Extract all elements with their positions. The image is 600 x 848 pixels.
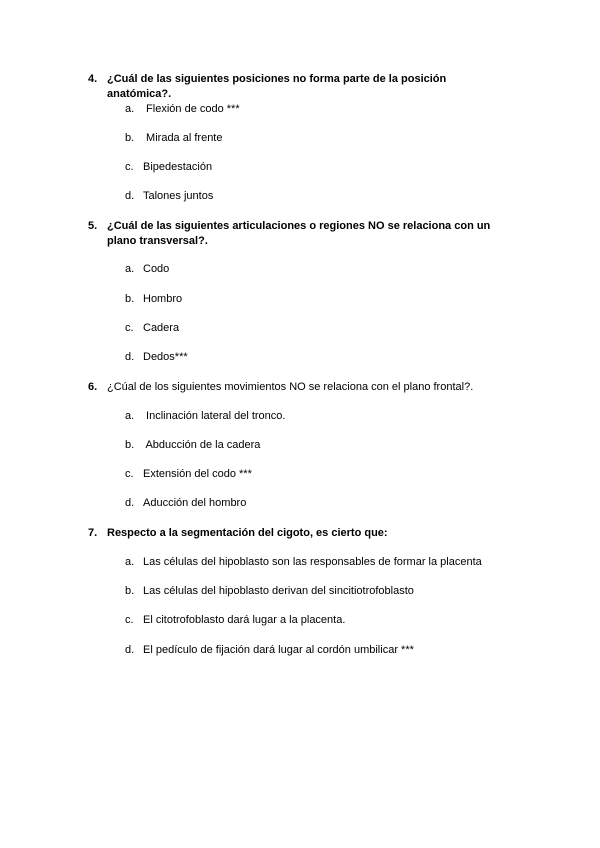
option-letter: d. bbox=[125, 351, 135, 363]
option-letter: c. bbox=[125, 161, 134, 173]
option-text: Abducción de la cadera bbox=[143, 439, 261, 451]
option-text: Cadera bbox=[143, 322, 180, 334]
option-text: Talones juntos bbox=[143, 190, 214, 202]
option-text: El citotrofoblasto dará lugar a la placenta. bbox=[143, 614, 346, 626]
question-number: 7. bbox=[88, 527, 98, 539]
option-7b bbox=[125, 584, 414, 598]
option-text: Las células del hipoblasto son las responsables de formar la placenta bbox=[143, 556, 482, 568]
option-6a bbox=[125, 409, 285, 423]
question-4 bbox=[88, 72, 508, 102]
option-letter: a. bbox=[125, 410, 135, 422]
option-4a bbox=[125, 102, 240, 116]
option-5b bbox=[125, 292, 182, 306]
option-letter: c. bbox=[125, 468, 134, 480]
option-7d bbox=[125, 643, 414, 657]
option-7a bbox=[125, 555, 482, 569]
option-text: Dedos*** bbox=[143, 351, 188, 363]
question-5 bbox=[88, 219, 508, 249]
question-7 bbox=[88, 526, 508, 541]
option-letter: b. bbox=[125, 439, 135, 451]
option-6d bbox=[125, 496, 246, 510]
option-5c bbox=[125, 321, 179, 335]
question-text: ¿Cúal de los siguientes movimientos NO se relaciona con el plano frontal?. bbox=[107, 381, 474, 393]
option-letter: a. bbox=[125, 103, 135, 115]
option-text: Codo bbox=[143, 263, 170, 275]
option-text: Flexión de codo *** bbox=[143, 103, 240, 115]
option-6c bbox=[125, 467, 252, 481]
question-6 bbox=[88, 380, 508, 395]
option-letter: c. bbox=[125, 322, 134, 334]
option-letter: b. bbox=[125, 132, 135, 144]
option-text: Mirada al frente bbox=[143, 132, 223, 144]
option-letter: c. bbox=[125, 614, 134, 626]
option-letter: b. bbox=[125, 293, 135, 305]
option-text: El pedículo de fijación dará lugar al cordón umbilicar *** bbox=[143, 644, 414, 656]
option-4c bbox=[125, 160, 212, 174]
option-text: Bipedestación bbox=[143, 161, 213, 173]
option-text: Extensión del codo *** bbox=[143, 468, 252, 480]
option-text: Aducción del hombro bbox=[143, 497, 247, 509]
option-text: Inclinación lateral del tronco. bbox=[143, 410, 286, 422]
option-text: Hombro bbox=[143, 293, 183, 305]
option-5d bbox=[125, 350, 188, 364]
question-number: 5. bbox=[88, 220, 98, 232]
question-number: 4. bbox=[88, 73, 98, 85]
option-letter: a. bbox=[125, 556, 135, 568]
question-text: ¿Cuál de las siguientes posiciones no forma parte de la posición anatómica?. bbox=[107, 73, 447, 100]
option-letter: d. bbox=[125, 190, 135, 202]
option-text: Las células del hipoblasto derivan del sincitiotrofoblasto bbox=[143, 585, 414, 597]
option-letter: b. bbox=[125, 585, 135, 597]
question-text: ¿Cuál de las siguientes articulaciones o regiones NO se relaciona con un plano transversal?. bbox=[107, 220, 491, 247]
option-letter: a. bbox=[125, 263, 135, 275]
question-number: 6. bbox=[88, 381, 98, 393]
option-letter: d. bbox=[125, 497, 135, 509]
option-4d bbox=[125, 189, 213, 203]
question-text: Respecto a la segmentación del cigoto, es cierto que: bbox=[107, 527, 388, 539]
option-7c bbox=[125, 613, 345, 627]
option-5a bbox=[125, 262, 169, 276]
option-6b bbox=[125, 438, 260, 452]
option-4b bbox=[125, 131, 222, 145]
option-letter: d. bbox=[125, 644, 135, 656]
